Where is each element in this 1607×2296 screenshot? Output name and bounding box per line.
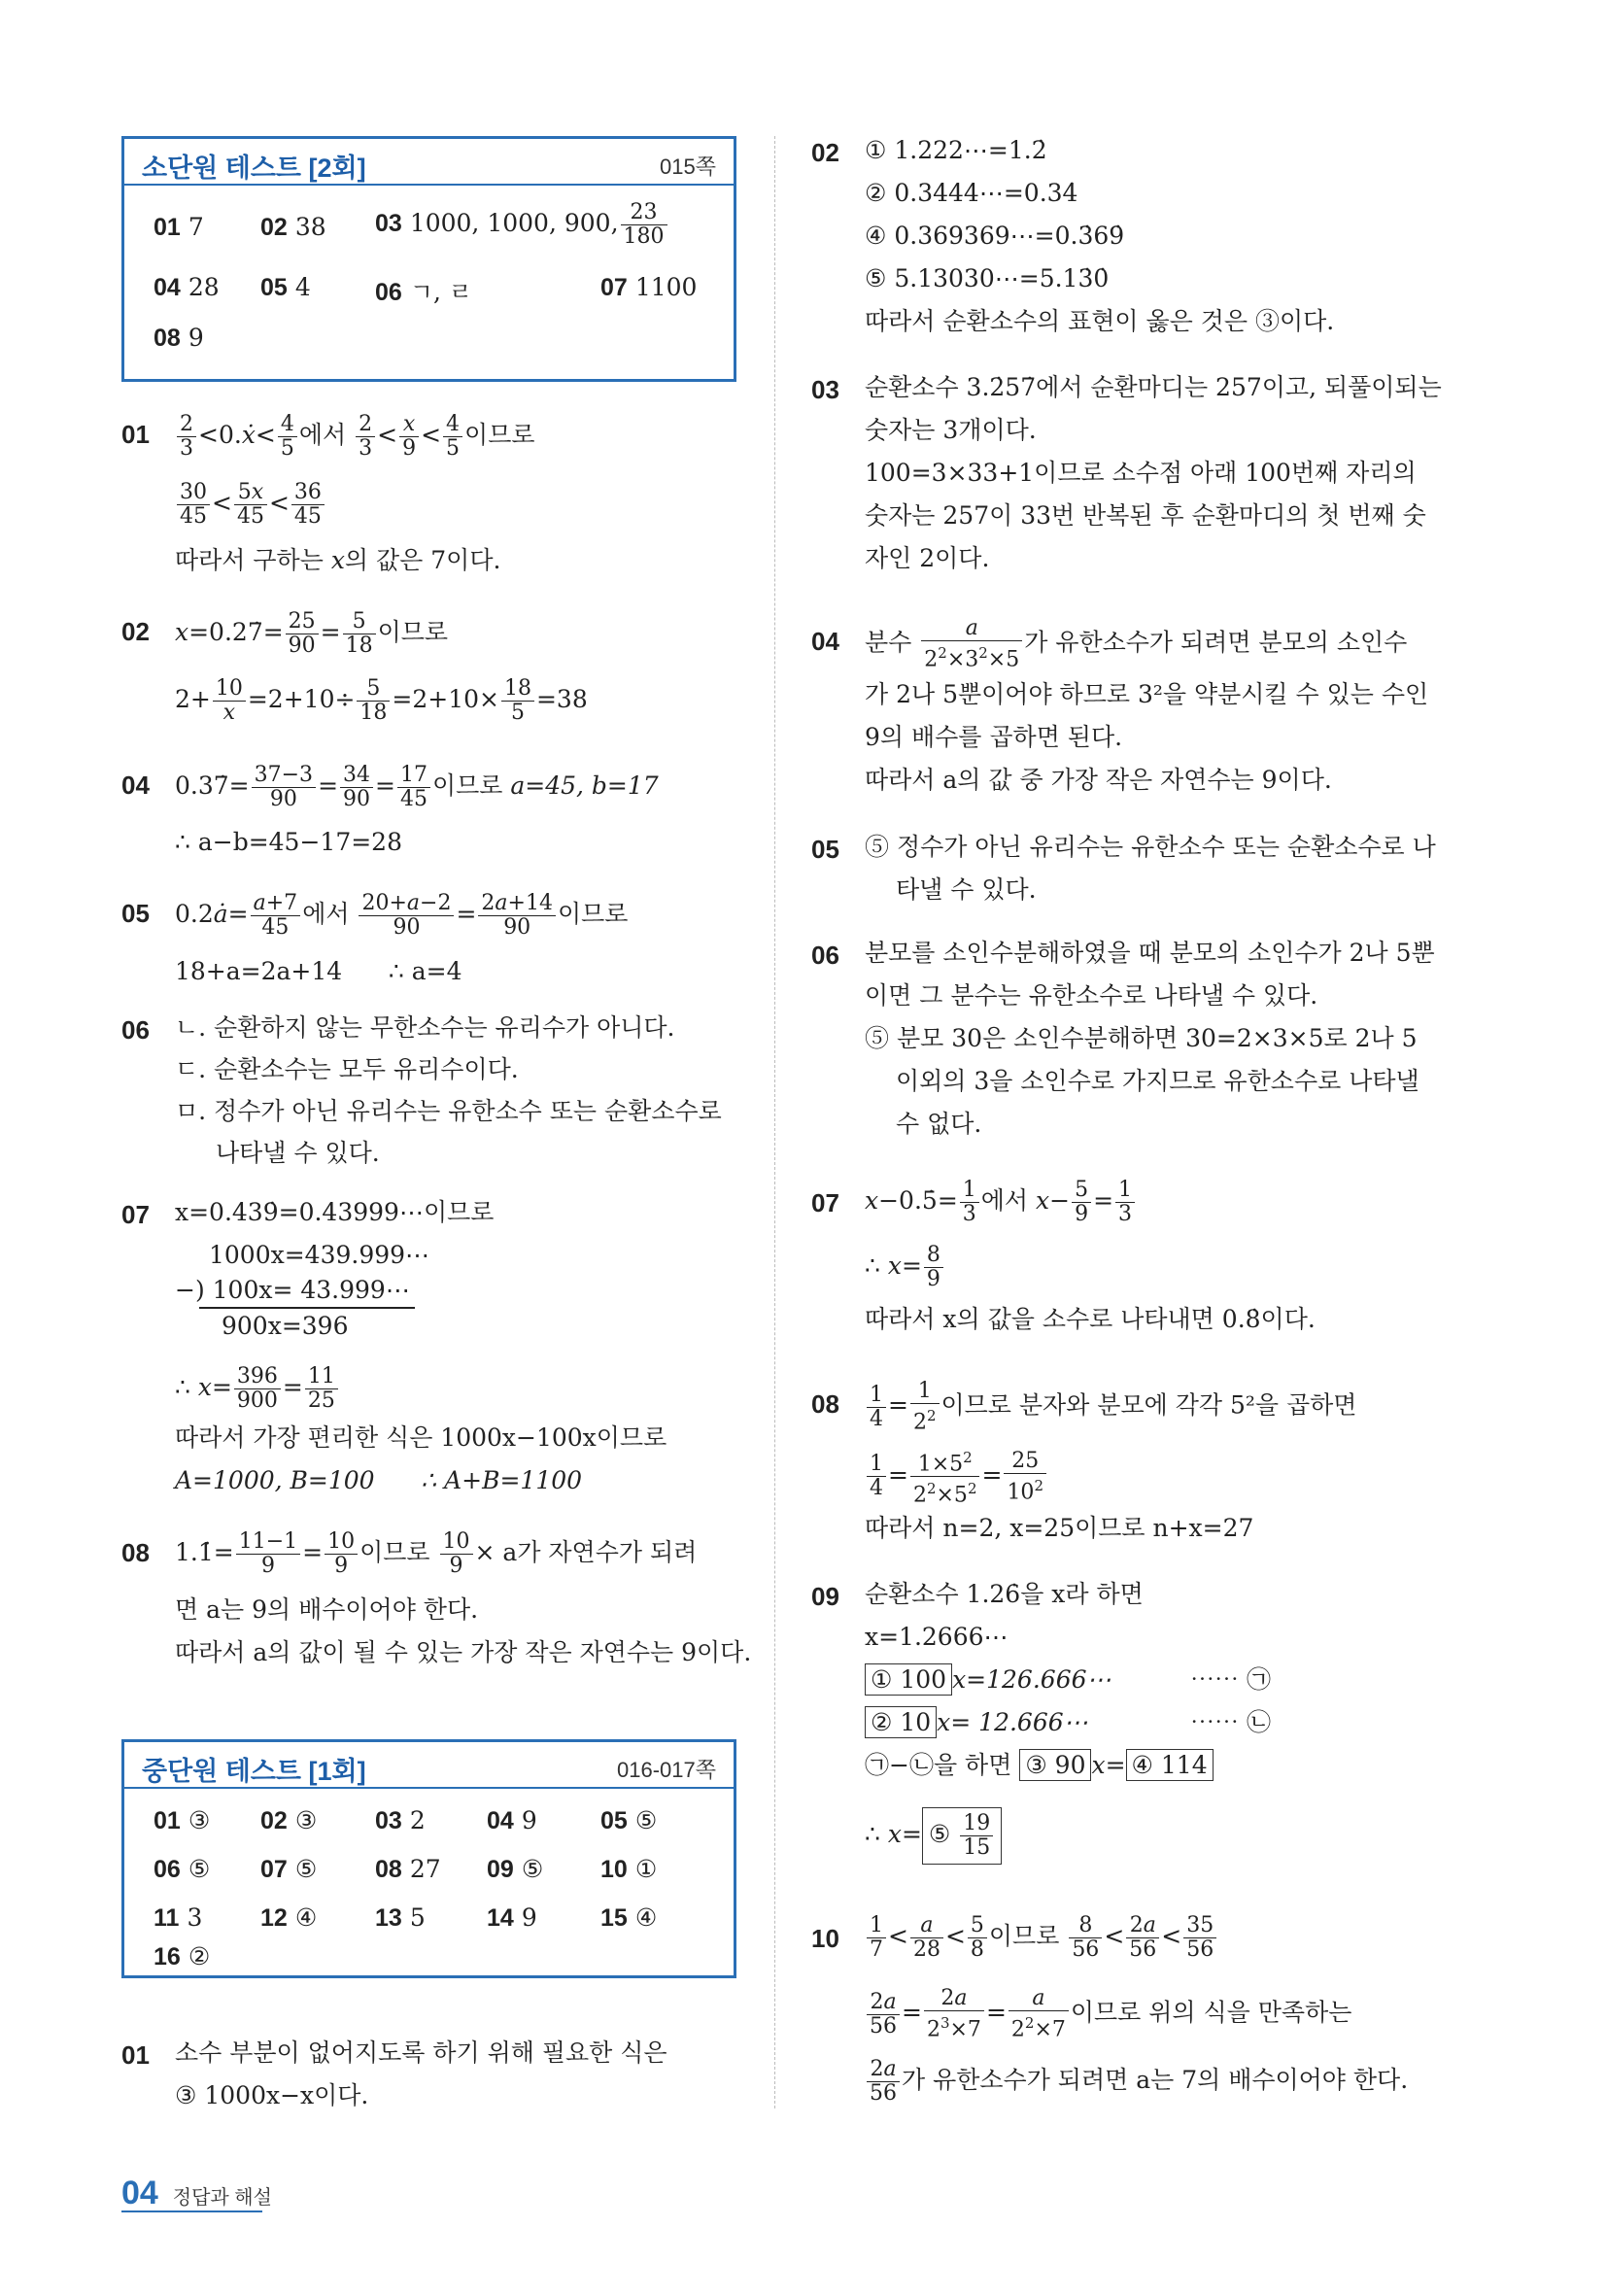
solution-line: 소수 부분이 없어지도록 하기 위해 필요한 식은 <box>175 2039 667 2067</box>
solution-line: $\frac{1}{7}$ < $\frac{a}{28}$ < $\frac{5}{8}$ 이므로 $\frac{8}{56}$ < $\frac{2a}{56}$ < $\frac{35}{56}$ <box>865 1914 1218 1962</box>
solution-line: 면 a는 9의 배수이어야 한다. <box>175 1595 479 1624</box>
answer-box-page-ref: 016-017쪽 <box>617 1758 716 1782</box>
answer-box-short-test <box>121 136 736 382</box>
answer-item: 01 7 <box>154 213 204 241</box>
calc-line: 900x=396 <box>222 1312 349 1340</box>
answer-item: 05 4 <box>260 273 311 301</box>
solution-number: 07 <box>121 1200 150 1229</box>
solution-line: 수 없다. <box>896 1110 982 1138</box>
solution-line: x=1.2666⋯ <box>865 1623 1009 1651</box>
solution-number: 02 <box>811 138 839 167</box>
solution-number: 02 <box>121 617 150 646</box>
solution-line: ① 1.222⋯=1.2̇ <box>865 136 1047 164</box>
answer-item: 15 ④ <box>600 1903 658 1932</box>
solution-line: 0.2ȧ= $\frac{a+7}{45}$ 에서 $\frac{20+a-2}{90}$ = $\frac{2a+14}{90}$ 이므로 <box>175 891 629 940</box>
answer-box-mid-test <box>121 1739 736 1978</box>
solution-line: 타낼 수 있다. <box>896 875 1037 904</box>
solution-line: ④ 0.369369⋯=0.3̇69̇ <box>865 222 1125 250</box>
answer-item: 01 ③ <box>154 1806 211 1834</box>
answer-item: 06 ㄱ, ㄹ <box>375 278 473 306</box>
answer-box-page-ref: 015쪽 <box>660 154 716 179</box>
equation-marker: ⋯⋯ ㉠ <box>1190 1665 1271 1694</box>
solution-line: 9의 배수를 곱하면 된다. <box>865 723 1123 751</box>
answer-item: 10 ① <box>600 1855 658 1883</box>
answer-box-header <box>124 1742 734 1789</box>
answer-blank: ⑤ $\frac{19}{15}$ <box>922 1807 1002 1865</box>
solution-line: 따라서 구하는 x의 값은 7이다. <box>175 546 501 574</box>
answer-box-title: 중단원 테스트 [1회] <box>142 1757 366 1786</box>
solution-line: 숫자는 3개이다. <box>865 416 1037 444</box>
solution-number: 08 <box>121 1538 150 1567</box>
solution-line: ⑤ 분모 30은 소인수분해하면 30=2×3×5로 2나 5 <box>865 1024 1418 1052</box>
solution-number: 06 <box>811 941 839 970</box>
solution-number: 04 <box>121 771 150 800</box>
solution-line: 따라서 a의 값 중 가장 작은 자연수는 9이다. <box>865 766 1332 794</box>
answer-item: 16 ② <box>154 1942 211 1970</box>
solution-line: 가 2나 5뿐이어야 하므로 3²을 약분시킬 수 있는 수인 <box>865 680 1429 708</box>
solution-line: $\frac{2a}{56}$ 가 유한소수가 되려면 a는 7의 배수이어야 한다. <box>865 2058 1408 2106</box>
answer-item: 12 ④ <box>260 1903 318 1932</box>
solution-line: ∴ x= $\frac{8}{9}$ <box>865 1244 945 1291</box>
answer-item: 02 ③ <box>260 1806 318 1834</box>
solution-line: A=1000, B=100 ∴ A+B=1100 <box>175 1466 583 1494</box>
solution-line: 따라서 순환소수의 표현이 옳은 것은 ③이다. <box>865 307 1335 335</box>
solution-number: 09 <box>811 1582 839 1611</box>
solution-line: x=0.439̇=0.43999⋯이므로 <box>175 1198 495 1226</box>
solution-line: ∴ x= ⑤ $\frac{19}{15}$ <box>865 1807 1002 1865</box>
footer-label: 정답과 해설 <box>172 2187 272 2209</box>
solution-line: 따라서 n=2, x=25이므로 n+x=27 <box>865 1514 1254 1542</box>
solution-line: 2+ $\frac{10}{x}$ =2+10÷ $\frac{5}{18}$ =2+10× $\frac{18}{5}$ =38 <box>175 676 588 725</box>
solution-line: x−0.5̇= $\frac{1}{3}$ 에서 x− $\frac{5}{9}$ = $\frac{1}{3}$ <box>865 1179 1137 1226</box>
solution-line: 분수 $\frac{a}{2^2\times 3^2\times 5}$ 가 유한소수가 되려면 분모의 소인수 <box>865 616 1408 672</box>
solution-line: ① 100 x=126.666⋯ <box>865 1665 1111 1695</box>
footer-rule <box>121 2210 262 2212</box>
solution-number: 07 <box>811 1188 839 1217</box>
solution-line: ㄷ. 순환소수는 모두 유리수이다. <box>175 1055 519 1083</box>
solution-line: 순환소수 3.2̇57̇에서 순환마디는 257이고, 되풀이되는 <box>865 373 1442 401</box>
solution-line: 1.1̇= $\frac{11-1}{9}$ = $\frac{10}{9}$ 이므로 $\frac{10}{9}$ × a가 자연수가 되려 <box>175 1529 698 1578</box>
answer-item: 04 28 <box>154 273 220 301</box>
solution-line: ② 10 x= 12.666⋯ <box>865 1708 1088 1737</box>
solution-line: 따라서 x의 값을 소수로 나타내면 0.8̇이다. <box>865 1305 1316 1333</box>
equation-marker: ⋯⋯ ㉡ <box>1190 1708 1271 1736</box>
solution-line: ㅁ. 정수가 아닌 유리수는 유한소수 또는 순환소수로 <box>175 1097 722 1125</box>
answer-box-title: 소단원 테스트 [2회] <box>142 154 366 183</box>
solution-line: 따라서 a의 값이 될 수 있는 가장 작은 자연수는 9이다. <box>175 1638 752 1666</box>
answer-item: 05 ⑤ <box>600 1806 658 1834</box>
solution-line: ⑤ 정수가 아닌 유리수는 유한소수 또는 순환소수로 나 <box>865 833 1436 861</box>
solution-number: 04 <box>811 627 839 656</box>
answer-item: 08 9 <box>154 324 204 352</box>
answer-item: 11 3 <box>154 1903 203 1932</box>
solution-line: $\frac{2a}{56}$ = $\frac{2a}{2^3\times 7}$ = $\frac{a}{2^2\times 7}$ 이므로 위의 식을 만족하는 <box>865 1987 1351 2041</box>
solution-line: 분모를 소인수분해하였을 때 분모의 소인수가 2나 5뿐 <box>865 939 1435 967</box>
answer-item: 03 1000, 1000, 900, $\frac{23}{180}$ <box>375 201 669 249</box>
answer-item: 08 27 <box>375 1855 441 1883</box>
solution-line: $\frac{1}{4}$ = $\frac{1}{2^2}$ 이므로 분자와 분모에 각각 5²을 곱하면 <box>865 1380 1356 1434</box>
solution-line: ⑤ 5.13030⋯=5.13̇0̇ <box>865 264 1110 292</box>
solution-number: 01 <box>121 2040 150 2070</box>
solution-number: 05 <box>811 835 839 864</box>
page-number: 04 <box>121 2175 158 2211</box>
answer-item: 07 1100 <box>600 273 698 301</box>
solution-line: 이외의 3을 소인수로 가지므로 유한소수로 나타낼 <box>896 1067 1419 1095</box>
answer-blank: ④ 114 <box>1126 1749 1214 1781</box>
calc-line: −) 100x= 43.999⋯ <box>175 1276 410 1304</box>
solution-line: $\frac{2}{3}$ <0.ẋ< $\frac{4}{5}$ 에서 $\frac{2}{3}$ < $\frac{x}{9}$ < $\frac{4}{5}$ 이므로 <box>175 413 535 461</box>
solution-line: 자인 2이다. <box>865 544 990 572</box>
solution-line: 따라서 가장 편리한 식은 1000x−100x이므로 <box>175 1423 667 1452</box>
solution-number: 01 <box>121 420 150 449</box>
solution-line: ㉠−㉡을 하면 ③ 90 x= ④ 114 <box>865 1751 1214 1780</box>
answer-item: 06 ⑤ <box>154 1855 211 1883</box>
answer-blank: ① 100 <box>865 1663 952 1696</box>
solution-line: $\frac{30}{45}$ < $\frac{5x}{45}$ < $\frac{36}{45}$ <box>175 481 326 529</box>
solution-line: ∴ a−b=45−17=28 <box>175 828 402 856</box>
answer-blank: ③ 90 <box>1019 1749 1091 1781</box>
solution-line: $\frac{1}{4}$ = $\frac{1\times 5^2}{2^2\times 5^2}$ = $\frac{25}{10^2}$ <box>865 1446 1048 1508</box>
fraction: $\frac{23}{180}$ <box>621 201 667 249</box>
solution-number: 10 <box>811 1924 839 1953</box>
answer-item: 09 ⑤ <box>487 1855 544 1883</box>
solution-line: 18+a=2a+14 ∴ a=4 <box>175 957 462 985</box>
calc-rule <box>199 1307 415 1309</box>
solution-line: 0.37̇= $\frac{37-3}{90}$ = $\frac{34}{90}$ = $\frac{17}{45}$ 이므로 a=45, b=17 <box>175 763 659 811</box>
solution-line: 100=3×33+1이므로 소수점 아래 100번째 자리의 <box>865 459 1417 487</box>
solution-number: 05 <box>121 899 150 928</box>
answer-item: 14 9 <box>487 1903 537 1932</box>
solution-line: 순환소수 1.26̇을 x라 하면 <box>865 1580 1144 1608</box>
solution-line: ② 0.3444⋯=0.34̇ <box>865 179 1078 207</box>
solution-line: 이면 그 분수는 유한소수로 나타낼 수 있다. <box>865 981 1318 1010</box>
answer-item: 13 5 <box>375 1903 426 1932</box>
solution-line: x=0.27̇= $\frac{25}{90}$ = $\frac{5}{18}$ 이므로 <box>175 609 449 658</box>
answer-item: 07 ⑤ <box>260 1855 318 1883</box>
solution-line: 숫자는 257이 33번 반복된 후 순환마디의 첫 번째 숫 <box>865 501 1426 530</box>
answer-item: 03 2 <box>375 1806 426 1834</box>
calc-line: 1000x=439.999⋯ <box>209 1241 430 1269</box>
page-footer <box>121 2175 272 2212</box>
solution-line: ∴ x= $\frac{396}{900}$ = $\frac{11}{25}$ <box>175 1365 340 1413</box>
solution-line: ③ 1000x−x이다. <box>175 2081 369 2109</box>
solution-number: 08 <box>811 1389 839 1419</box>
answer-box-header <box>124 139 734 186</box>
answer-blank: ② 10 <box>865 1706 937 1738</box>
solution-number: 06 <box>121 1015 150 1045</box>
solution-line: ㄴ. 순환하지 않는 무한소수는 유리수가 아니다. <box>175 1013 675 1042</box>
solution-number: 03 <box>811 375 839 404</box>
answer-item: 02 38 <box>260 213 326 241</box>
solution-line: 나타낼 수 있다. <box>216 1139 380 1167</box>
column-divider <box>774 136 775 2108</box>
answer-item: 04 9 <box>487 1806 537 1834</box>
